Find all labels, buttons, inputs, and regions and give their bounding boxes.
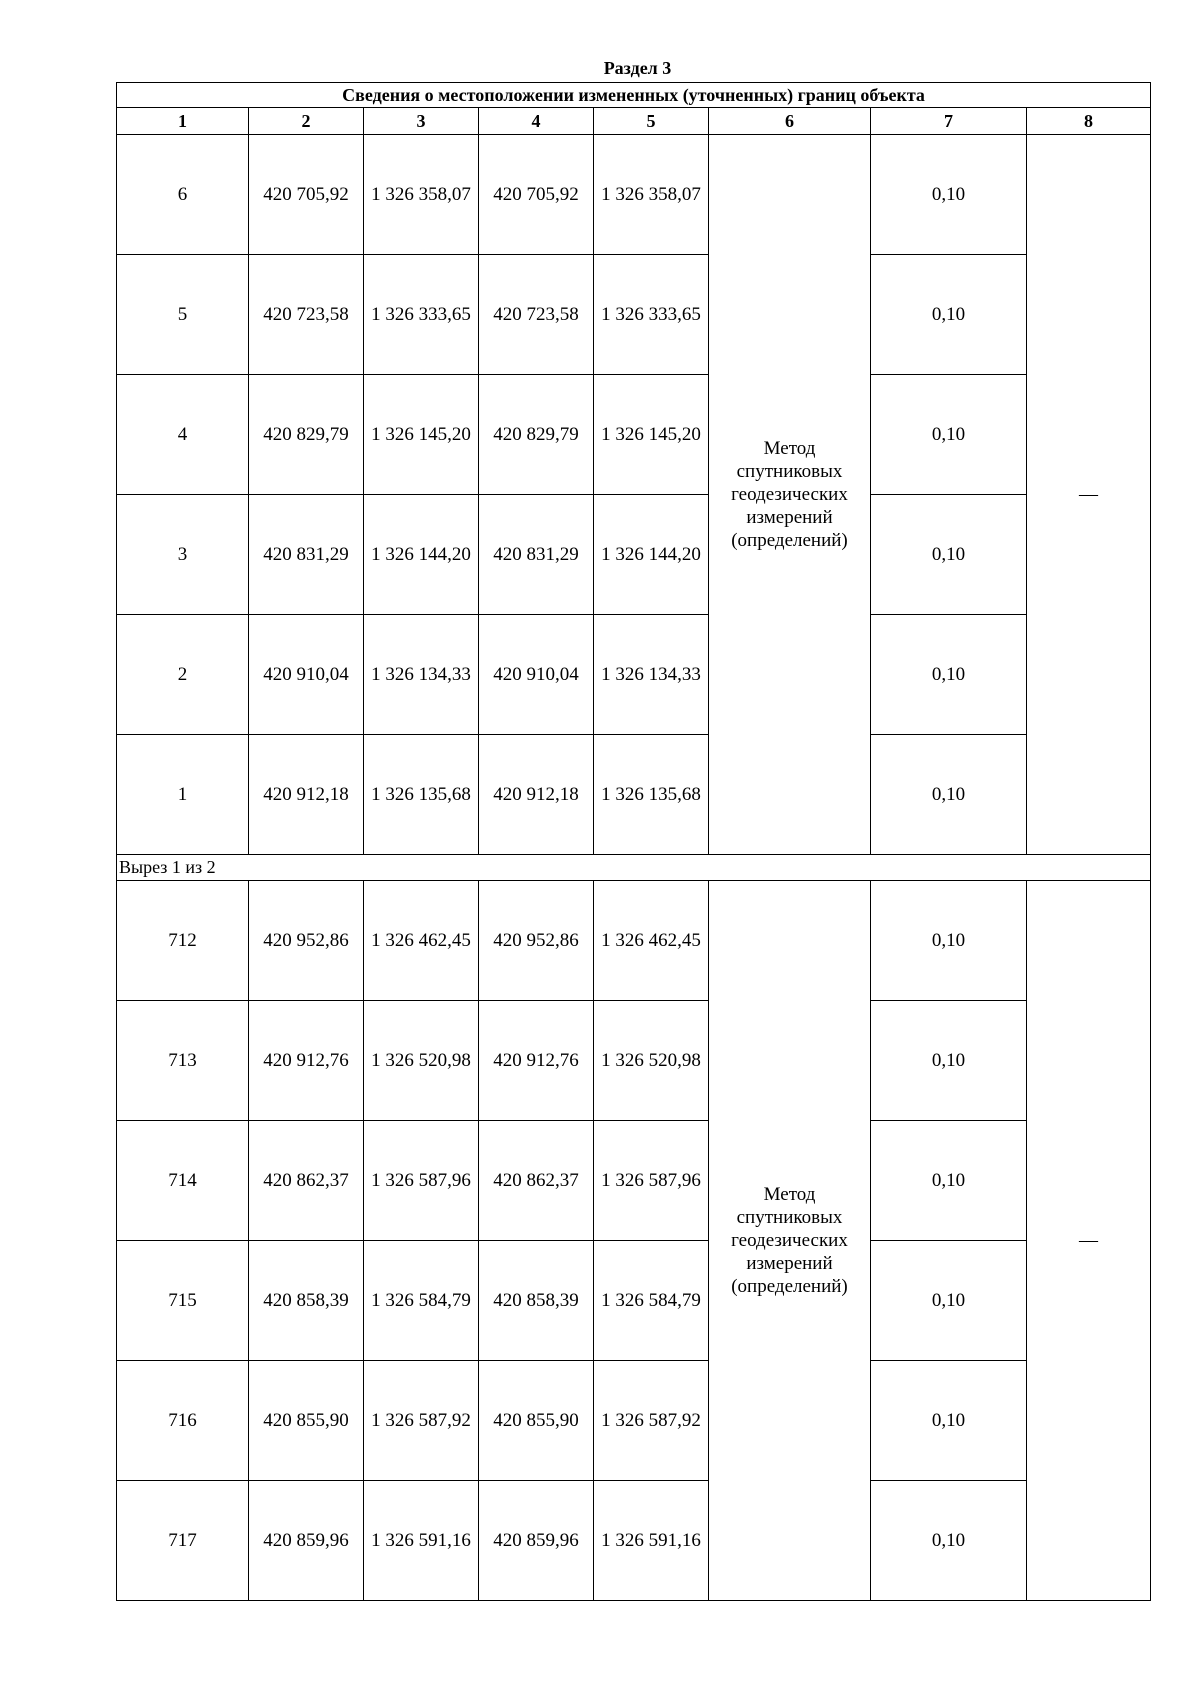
x-existing-cell: 420 829,79: [249, 375, 364, 495]
y-refined-cell: 1 326 135,68: [594, 735, 709, 855]
table-row: [117, 881, 1151, 1001]
y-existing-cell: 1 326 333,65: [364, 255, 479, 375]
x-refined-cell: 420 910,04: [479, 615, 594, 735]
y-existing-cell: 1 326 587,92: [364, 1361, 479, 1481]
point-number-cell: 716: [117, 1361, 249, 1481]
x-existing-cell: 420 858,39: [249, 1241, 364, 1361]
subheading-row: [117, 855, 1151, 881]
y-refined-cell: 1 326 144,20: [594, 495, 709, 615]
point-number-cell: 3: [117, 495, 249, 615]
x-existing-cell: 420 910,04: [249, 615, 364, 735]
column-number: 4: [479, 108, 594, 135]
boundary-coordinates-table: [116, 82, 1151, 1601]
x-existing-cell: 420 831,29: [249, 495, 364, 615]
point-number-cell: 714: [117, 1121, 249, 1241]
x-existing-cell: 420 952,86: [249, 881, 364, 1001]
x-existing-cell: 420 912,76: [249, 1001, 364, 1121]
y-refined-cell: 1 326 134,33: [594, 615, 709, 735]
point-number-cell: 2: [117, 615, 249, 735]
description-cell: —: [1027, 135, 1151, 855]
x-existing-cell: 420 705,92: [249, 135, 364, 255]
table-row: [117, 1001, 1151, 1121]
table-row: [117, 375, 1151, 495]
x-refined-cell: 420 723,58: [479, 255, 594, 375]
x-existing-cell: 420 723,58: [249, 255, 364, 375]
x-refined-cell: 420 831,29: [479, 495, 594, 615]
method-cell: Метод спутниковых геодезических измерений (определений): [709, 135, 871, 855]
table-row: [117, 1361, 1151, 1481]
y-refined-cell: 1 326 520,98: [594, 1001, 709, 1121]
point-number-cell: 5: [117, 255, 249, 375]
x-refined-cell: 420 912,18: [479, 735, 594, 855]
accuracy-cell: 0,10: [871, 1001, 1027, 1121]
accuracy-cell: 0,10: [871, 1121, 1027, 1241]
table-row: [117, 135, 1151, 255]
x-existing-cell: 420 859,96: [249, 1481, 364, 1601]
column-number: 2: [249, 108, 364, 135]
method-cell: Метод спутниковых геодезических измерений (определений): [709, 881, 871, 1601]
x-existing-cell: 420 862,37: [249, 1121, 364, 1241]
y-existing-cell: 1 326 462,45: [364, 881, 479, 1001]
accuracy-cell: 0,10: [871, 495, 1027, 615]
point-number-cell: 4: [117, 375, 249, 495]
accuracy-cell: 0,10: [871, 615, 1027, 735]
table-row: [117, 1241, 1151, 1361]
x-refined-cell: 420 952,86: [479, 881, 594, 1001]
y-existing-cell: 1 326 358,07: [364, 135, 479, 255]
table-row: [117, 735, 1151, 855]
point-number-cell: 1: [117, 735, 249, 855]
column-number: 8: [1027, 108, 1151, 135]
accuracy-cell: 0,10: [871, 1241, 1027, 1361]
column-number: 3: [364, 108, 479, 135]
y-refined-cell: 1 326 333,65: [594, 255, 709, 375]
table-row: [117, 615, 1151, 735]
y-refined-cell: 1 326 145,20: [594, 375, 709, 495]
table-row: [117, 255, 1151, 375]
y-refined-cell: 1 326 462,45: [594, 881, 709, 1001]
column-number-row: [117, 108, 1151, 135]
column-number: 7: [871, 108, 1027, 135]
column-number: 6: [709, 108, 871, 135]
accuracy-cell: 0,10: [871, 255, 1027, 375]
x-existing-cell: 420 912,18: [249, 735, 364, 855]
y-refined-cell: 1 326 591,16: [594, 1481, 709, 1601]
table-caption: Сведения о местоположении измененных (уточненных) границ объекта: [117, 83, 1151, 108]
y-existing-cell: 1 326 135,68: [364, 735, 479, 855]
contour-subheading: Вырез 1 из 2: [117, 855, 1151, 881]
accuracy-cell: 0,10: [871, 375, 1027, 495]
description-cell: —: [1027, 881, 1151, 1601]
y-existing-cell: 1 326 134,33: [364, 615, 479, 735]
column-number: 5: [594, 108, 709, 135]
accuracy-cell: 0,10: [871, 1361, 1027, 1481]
x-refined-cell: 420 912,76: [479, 1001, 594, 1121]
table-body: [117, 135, 1151, 1601]
table-row: [117, 1121, 1151, 1241]
accuracy-cell: 0,10: [871, 135, 1027, 255]
section-title: Раздел 3: [603, 58, 672, 78]
y-refined-cell: 1 326 587,96: [594, 1121, 709, 1241]
y-existing-cell: 1 326 584,79: [364, 1241, 479, 1361]
accuracy-cell: 0,10: [871, 735, 1027, 855]
point-number-cell: 717: [117, 1481, 249, 1601]
y-refined-cell: 1 326 358,07: [594, 135, 709, 255]
y-refined-cell: 1 326 584,79: [594, 1241, 709, 1361]
x-refined-cell: 420 862,37: [479, 1121, 594, 1241]
table-row: [117, 495, 1151, 615]
y-existing-cell: 1 326 587,96: [364, 1121, 479, 1241]
point-number-cell: 6: [117, 135, 249, 255]
x-refined-cell: 420 855,90: [479, 1361, 594, 1481]
y-refined-cell: 1 326 587,92: [594, 1361, 709, 1481]
x-refined-cell: 420 705,92: [479, 135, 594, 255]
x-refined-cell: 420 858,39: [479, 1241, 594, 1361]
table-row: [117, 1481, 1151, 1601]
x-refined-cell: 420 859,96: [479, 1481, 594, 1601]
y-existing-cell: 1 326 520,98: [364, 1001, 479, 1121]
accuracy-cell: 0,10: [871, 881, 1027, 1001]
point-number-cell: 713: [117, 1001, 249, 1121]
y-existing-cell: 1 326 591,16: [364, 1481, 479, 1601]
column-number: 1: [117, 108, 249, 135]
x-refined-cell: 420 829,79: [479, 375, 594, 495]
accuracy-cell: 0,10: [871, 1481, 1027, 1601]
y-existing-cell: 1 326 145,20: [364, 375, 479, 495]
point-number-cell: 712: [117, 881, 249, 1001]
x-existing-cell: 420 855,90: [249, 1361, 364, 1481]
y-existing-cell: 1 326 144,20: [364, 495, 479, 615]
point-number-cell: 715: [117, 1241, 249, 1361]
